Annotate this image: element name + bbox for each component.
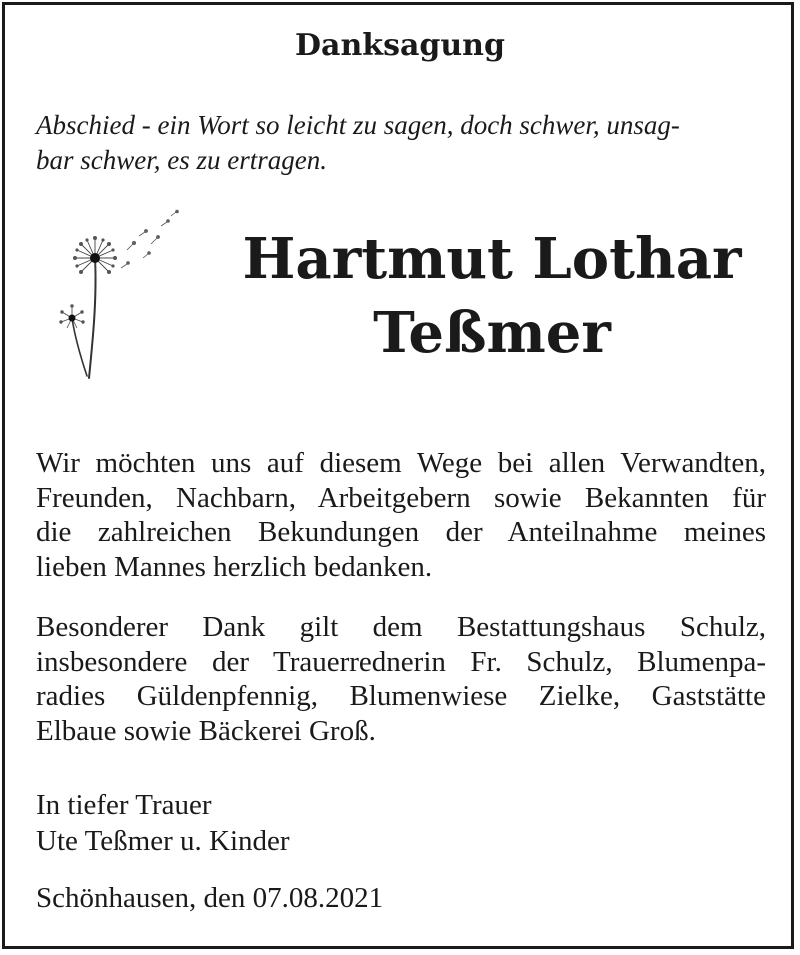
paragraph-line: Elbaue sowie Bäckerei Groß.	[36, 714, 376, 747]
paragraph-line: die zahlreichen Bekundungen der Anteilnahme meines	[36, 516, 766, 548]
name-line: Hartmut Lothar	[242, 226, 742, 292]
place-and-date: Schönhausen, den 07.08.2021	[36, 882, 384, 914]
paragraph-line: radies Güldenpfennig, Blumenwiese Zielke, Gaststätte	[36, 680, 766, 712]
paragraph-line: insbesondere der Trauerrednerin Fr. Schulz, Blumenpa-	[36, 645, 766, 678]
special-thanks-paragraph	[36, 610, 766, 748]
closing-signature	[36, 787, 290, 859]
paragraph-line: Freunden, Nachbarn, Arbeitgebern sowie Bekannten für	[36, 481, 766, 514]
closing-line: In tiefer Trauer	[36, 789, 212, 821]
quote-line: Abschied - ein Wort so leicht zu sagen, doch schwer, unsag-	[36, 110, 680, 140]
deceased-name	[222, 222, 762, 370]
closing-line: Ute Teßmer u. Kinder	[36, 825, 290, 857]
name-line: Teßmer	[373, 300, 611, 366]
paragraph-line: Besonderer Dank gilt dem Bestattungshaus Schulz,	[36, 611, 766, 643]
thanks-paragraph	[36, 446, 766, 584]
farewell-quote	[36, 108, 764, 178]
notice-heading: Danksagung	[295, 28, 505, 63]
paragraph-line: Wir möchten uns auf diesem Wege bei allen Verwandten,	[36, 447, 766, 479]
paragraph-line: lieben Mannes herzlich bedanken.	[36, 550, 433, 583]
quote-line: bar schwer, es zu ertragen.	[36, 145, 327, 175]
dandelion-icon	[55, 208, 190, 383]
